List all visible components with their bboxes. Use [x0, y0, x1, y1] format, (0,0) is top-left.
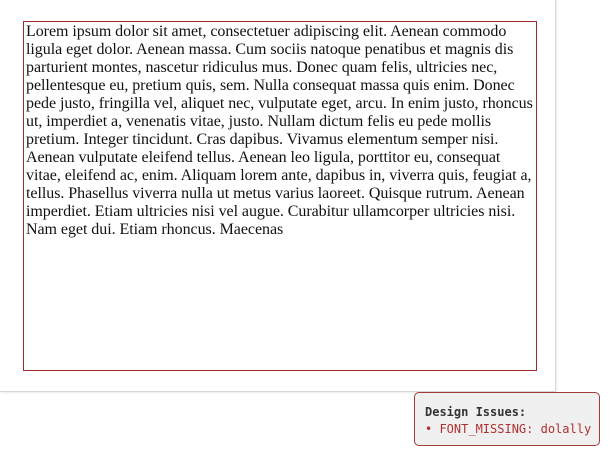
body-text: Lorem ipsum dolor sit amet, consectetuer adipiscing elit. Aenean commodo ligula eget dolor. Aenean massa. Cum sociis natoque penatibus et magnis dis parturient montes, nascetur ridiculus mus. Donec quam felis, ultricies nec, pellentesque eu, pretium quis, sem. Nulla consequat massa quis enim. Donec pede justo, fringilla vel, aliquet nec, vulputate eget, arcu. In enim justo, rhoncus ut, imperdiet a, venenatis vitae, justo. Nullam dictum felis eu pede mollis pretium. Integer tincidunt. Cras dapibus. Vivamus elementum semper nisi. Aenean vulputate eleifend tellus. Aenean leo ligula, porttitor eu, consequat vitae, eleifend ac, enim. Aliquam lorem ante, dapibus in, viverra quis, feugiat a, tellus. Phasellus viverra nulla ut metus varius laoreet. Quisque rutrum. Aenean imperdiet. Etiam ultricies nisi vel augue. Curabitur ullamcorper ultricies nisi. Nam eget dui. Etiam rhoncus. Maecenas	[26, 23, 533, 238]
design-issue-item: • FONT_MISSING: dolally	[425, 422, 592, 436]
design-issues-panel	[414, 392, 600, 446]
text-frame[interactable]	[23, 21, 537, 371]
design-issues-title: Design Issues:	[425, 405, 527, 419]
